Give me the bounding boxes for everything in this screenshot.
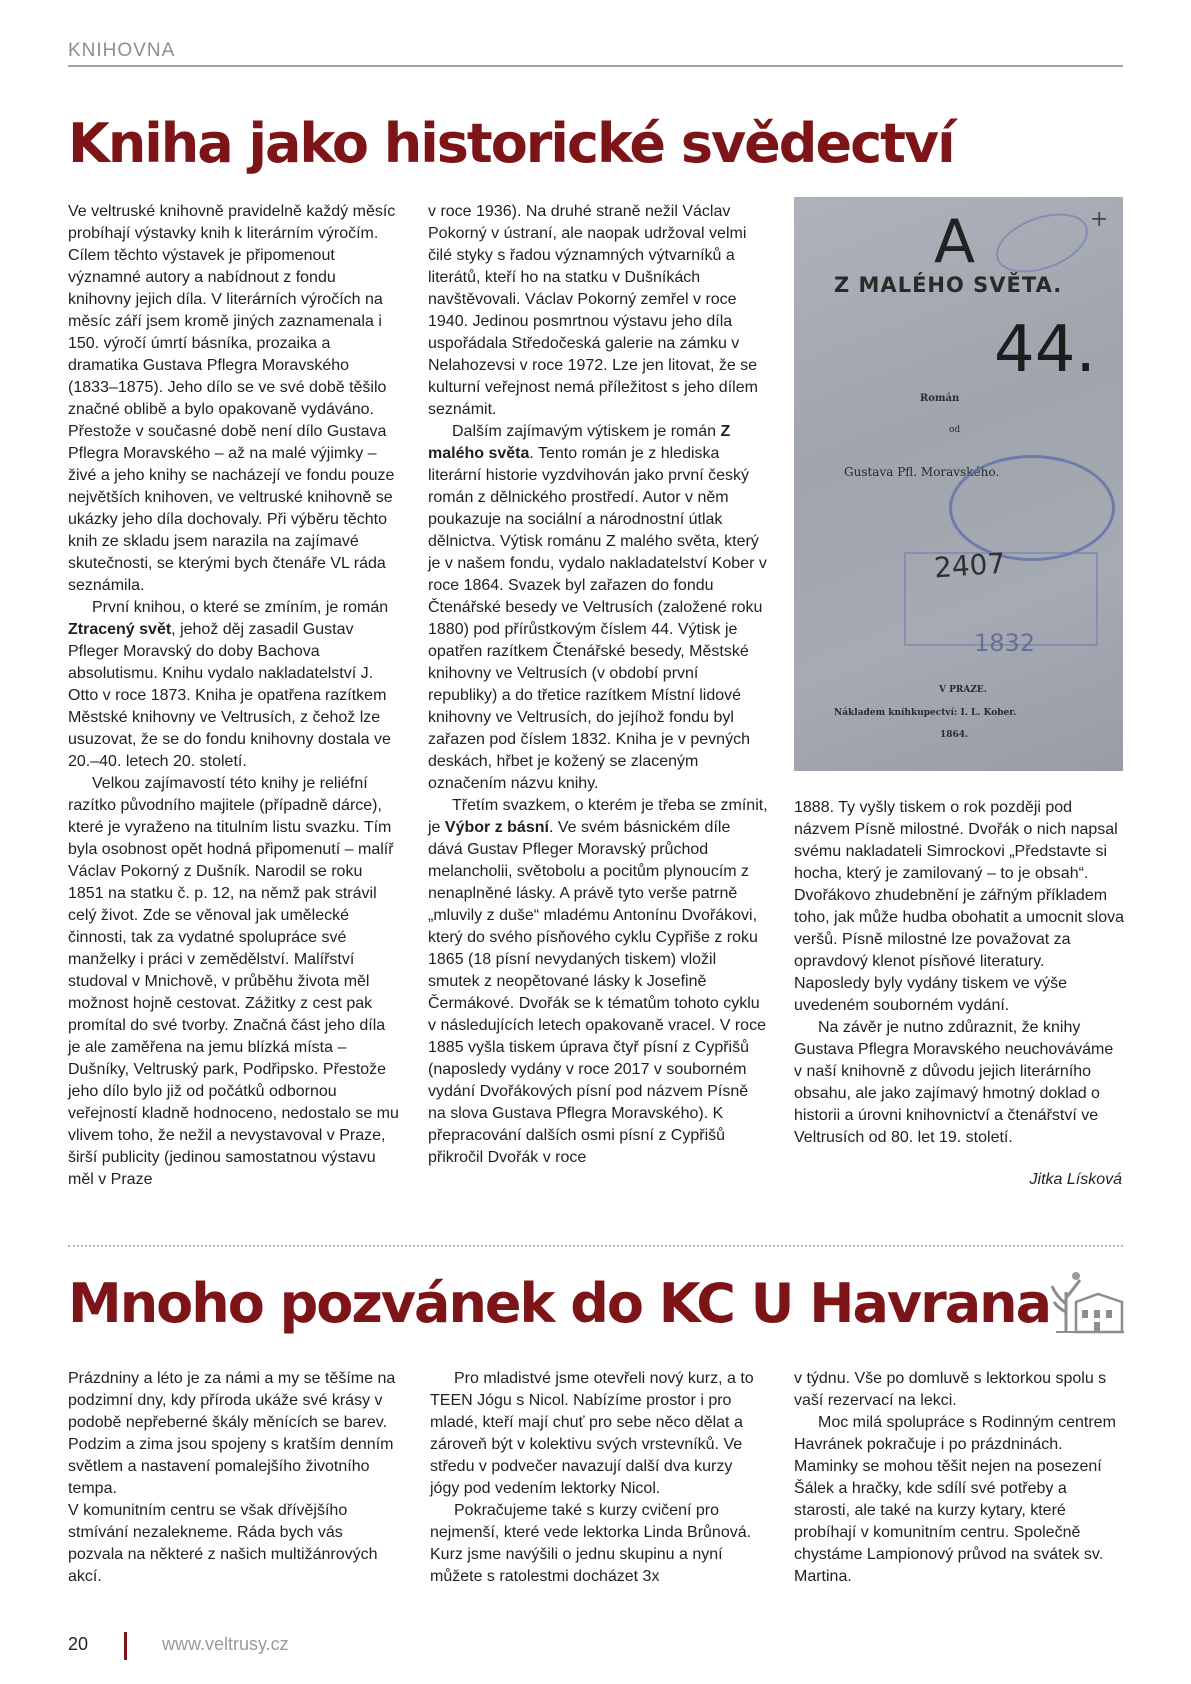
library-stamp-oval — [949, 455, 1115, 561]
handwritten-number: 44. — [994, 313, 1096, 387]
book-title-page-photo — [794, 197, 1123, 771]
paragraph: Třetím svazkem, o kterém je třeba se zmínit, je Výbor z básní. Ve svém básnickém díle dává Gustav Pfleger Moravský průchod melancholii, světobolu a pocitům plynoucím z nenaplněné lásky. A právě tyto verše patrně „mluvily z duše“ mladému Antonínu Dvořákovi, který do svého písňového cyklu Cypřiše z roku 1865 (18 písní nevydaných tiskem) vložil smutek z neopětované lásky k Josefině Čermákové. Dvořák se k tématům tohoto cyklu v následujících letech opakovaně vracel. V roce 1885 vyšla tiskem úprava čtyř písní z Cypřišů (naposledy vydány v roce 2017 v souborném vydání Dvořákových písní pod názvem Písně na slova Gustava Pflegra Moravského). K přepracování dalších osmi písní z Cypřišů přikročil Dvořák v roce — [428, 797, 768, 1166]
corner-mark: + — [1090, 207, 1109, 232]
book-title-z-maleho-sveta: Z malého světa — [428, 423, 731, 462]
paragraph: v týdnu. Vše po domluvě s lektorkou spolu s vaší rezervací na lekci. — [794, 1370, 1107, 1409]
paragraph: Velkou zajímavostí této knihy je reliéfní razítko původního majitele (případně dárce), které je vyraženo na titulním listu svazku. Tím byla osobnost opět hodná připomenutí – malíř Václav Pokorný z Dušník. Narodil se roku 1851 na statku č. p. 12, na němž pak strávil celý život. Zde se věnoval jak umělecké činnosti, tak za vydatné spolupráce své manželky i práci v zemědělství. Malířství studoval v Mnichově, v průběhu života měl možnost hojně cestovat. Zážitky z cest pak promítal do své tvorby. Značná část jeho díla je ale zaměřena na jemu blízká místa – Dušníky, Veltruský park, Podřipsko. Přestože jeho dílo bylo již od počátků odbornou veřejností kladně hodnoceno, nedostalo se mu vlivem toho, že nežil a nevystavoval v Praze, širší publicity (jedinou samostatnou výstavu měl v Praze — [68, 775, 399, 1188]
handwritten-letter: A — [934, 207, 976, 277]
paragraph: Dalším zajímavým výtiskem je román Z malého světa. Tento román je z hlediska literární historie vyzdvihován jako první český román z dělnického prostředí. Autor v něm poukazuje na sociální a národnostní útlak dělnictva. Výtisk románu Z malého světa, který je v našem fondu, vydalo nakladatelství Kober v roce 1864. Svazek byl zařazen do fondu Čtenářské besedy ve Veltrusích (založené roku 1880) pod přírůstkovým číslem 44. Výtisk je opatřen razítkem Čtenářské besedy, Městské knihovny ve Veltrusích (v období první republiky) a do třetice razítkem Místní lidové knihovny ve Veltrusích, do jejíhož fondu byl zařazen pod číslem 1832. Kniha je v pevných deskách, hřbet je kožený se zlaceným označením názvu knihy. — [428, 423, 767, 792]
book-publisher: Nákladem kníhkupectví: I. L. Kober. — [834, 708, 1017, 718]
article-title: Mnoho pozvánek do KC U Havrana — [68, 1272, 1051, 1335]
paragraph: Moc milá spolupráce s Rodinným centrem Havránek pokračuje i po prázdninách. Maminky se mohou těšit nejen na posezení Šálek a hračky, kde sdílí své potřeby a starosti, ale také na kurzy kytary, které probíhají v komunitním centru. Společně chystáme Lampionový průvod na svátek sv. Martina. — [794, 1414, 1116, 1585]
paragraph: v roce 1936). Na druhé straně nežil Václav Pokorný v ústraní, ale naopak udržoval velmi čilé styky s řadou významných výtvarníků a literátů, kteří ho na statku v Dušníkách navštěvovali. Václav Pokorný zemřel v roce 1940. Jedinou posmrtnou výstavu jeho díla uspořádala Středočeská galerie na zámku v Nelahozevsi v roce 1972. Lze jen litovat, že se kulturní veřejnost nemá příležitost s jeho dílem seznámit. — [428, 203, 758, 418]
paragraph: Ve veltruské knihovně pravidelně každý měsíc probíhají výstavky knih k literárním výročím. Cílem těchto výstavek je připomenout významné autory a nabídnout z fondu knihovny jejich díla. V literárních výročích na měsíc září jsem kromě jiných zaznamenala i 150. výročí úmrtí básníka, prozaika a dramatika Gustava Pflegra Moravského (1833–1875). Jeho dílo se ve své době těšilo značné oblibě a bylo opakovaně vydáváno. Přestože v současné době není dílo Gustava Pflegra Moravského – až na malé výjimky – živé a jeho knihy se nacházejí ve fondu pouze největších knihoven, ve veltruské knihovně se ukázky jeho díla dochovaly. Při výběru těchto knih ze skladu jsem narazila na zajímavé skutečnosti, se kterými bych čtenáře VL ráda seznámila. — [68, 203, 396, 594]
paragraph: První knihou, o které se zmíním, je román Ztracený svět, jehož děj zasadil Gustav Pfleger Moravský do doby Bachova absolutismu. Knihu vydalo nakladatelství J. Otto v roce 1873. Kniha je opatřena razítkem Městské knihovny ve Veltrusích, z čehož lze usuzovat, že se do fondu knihovny dostala ve 20.–40. letech 20. století. — [68, 599, 391, 770]
article2-column-3 — [794, 1368, 1124, 1588]
paragraph: Pokračujeme také s kurzy cvičení pro nejmenší, které vede lektorka Linda Brůnová. Kurz jsme navýšili o jednu skupinu a nyní můžete s ratolestmi docházet 3x — [430, 1502, 752, 1585]
book-city: V PRAZE. — [939, 685, 987, 695]
section-label: KNIHOVNA — [68, 40, 176, 61]
handwritten-catalog-number: 1832 — [974, 629, 1036, 657]
page-number: 20 — [68, 1634, 89, 1654]
article-title: Kniha jako historické svědectví — [68, 112, 954, 175]
header-rule — [68, 65, 1123, 67]
book-title-ztraceny-svet: Ztracený svět — [68, 621, 172, 638]
footer-divider — [124, 1632, 127, 1660]
article1-column-1 — [68, 201, 401, 1191]
article-divider — [68, 1245, 1123, 1247]
book-year: 1864. — [940, 730, 969, 740]
book-title: Z MALÉHO SVĚTA. — [834, 273, 1063, 297]
paragraph: V komunitním centru se však dřívějšího stmívání nezalekneme. Ráda bych vás pozvala na některé z našich multižánrových akcí. — [68, 1502, 378, 1585]
article1-column-3 — [794, 797, 1124, 1149]
article2-column-2 — [430, 1368, 760, 1588]
paragraph: Na závěr je nutno zdůraznit, že knihy Gustava Pflegra Moravského neuchováváme v naší knihovně z důvodu jejich literárního obsahu, ale jako zajímavý hmotný doklad o historii a úrovni knihovnictví a čtenářství ve Veltrusích od 80. let 19. století. — [794, 1019, 1114, 1146]
paragraph: Prázdniny a léto je za námi a my se těšíme na podzimní dny, kdy příroda ukáže své krásy v podobě nepřeberné škály měnících se barev. Podzim a zima jsou spojeny s kratším denním světlem a nastavení pomalejšího životního tempa. — [68, 1370, 396, 1497]
stamp-top — [988, 202, 1096, 284]
book-genre: Román — [920, 393, 960, 404]
kc-logo-icon — [1046, 1268, 1126, 1334]
footer-website-link[interactable]: www.veltrusy.cz — [162, 1634, 289, 1654]
article2-column-1 — [68, 1368, 398, 1588]
article1-column-2 — [428, 201, 768, 1169]
book-author: Gustava Pfl. Moravského. — [844, 465, 1000, 479]
book-by: od — [949, 425, 961, 435]
book-title-vybor-z-basni: Výbor z básní — [444, 819, 549, 836]
article-author: Jitka Lísková — [1029, 1171, 1122, 1188]
paragraph: Pro mladistvé jsme otevřeli nový kurz, a to TEEN Jógu s Nicol. Nabízíme prostor i pro mladé, kteří mají chuť pro sebe něco dělat a zároveň být v kolektivu svých vrstevníků. Ve středu v podvečer navazují další dva kurzy jógy pod vedením lektorky Nicol. — [430, 1370, 754, 1497]
handwritten-stamp-number: 2407 — [932, 546, 1007, 585]
paragraph: 1888. Ty vyšly tiskem o rok později pod názvem Písně milostné. Dvořák o nich napsal svému nakladateli Simrockovi „Představte si hocha, který je zamilovaný – to je obsah“. Dvořákovo zhudebnění je zářným příkladem toho, jak může hudba obohatit a umocnit slova veršů. Písně milostné lze považovat za opravdový klenot písňové literatury. Naposledy byly vydány tiskem ve výše uvedeném souborném vydání. — [794, 799, 1124, 1014]
